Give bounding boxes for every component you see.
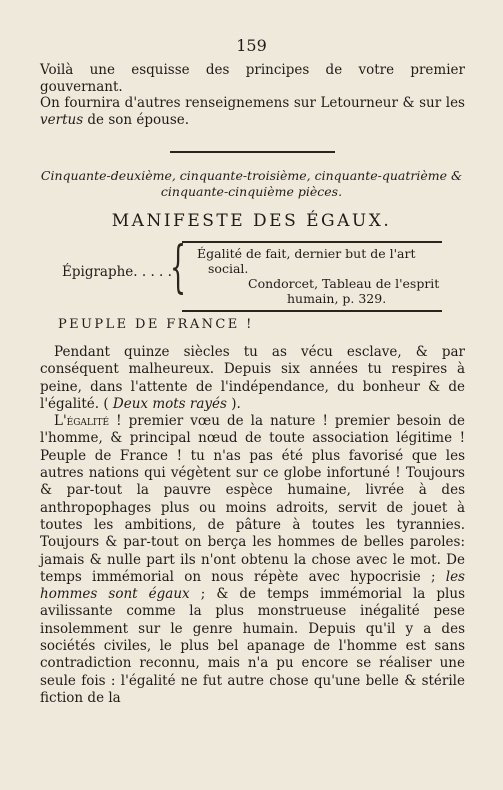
intro-paragraph [40, 62, 465, 128]
intro-line-2: On fournira d'autres renseignemens sur Letourneur & sur les vertus de son épouse. [40, 95, 465, 128]
paragraph-2: L'égalité ! premier vœu de la nature ! premier besoin de l'homme, & principal nœud de toute association légitime ! Peuple de France ! tu n'as pas été plus favorisé que les autres nations qui végètent sur ce globe infortuné ! Toujours & par-tout la pauvre espèce humaine, livrée à des anthropophages plus ou moins adroits, servit de jouet à toutes les ambitions, de pâture à toutes les tyrannies. Toujours & par-tout on berça les hommes de belles paroles: jamais & nulle part ils n'ont obtenu la chose avec le mot. De temps immémorial on nous répète avec hypocrisie ; les hommes sont égaux ; & de temps immémorial la plus avilissante comme la plus monstrueuse inégalité pese insolemment sur le genre humain. Depuis qu'il y a des sociétés civiles, le plus bel apanage de l'homme est sans contradiction reconnu, mais n'a pu encore se réaliser une seule fois : l'égalité ne fut autre chose qu'une belle & stérile fiction de la [40, 413, 465, 706]
intro-line-1: Voilà une esquisse des principes de votre premier gouvernant. [40, 62, 465, 95]
issue-titles: Cinquante-deuxième, cinquante-troisième, cinquante-quatrième & cinquante-cinquième pièces. [40, 168, 463, 199]
epigraph-rule-top [182, 241, 442, 243]
paragraph-1: Pendant quinze siècles tu as vécu esclave, & par conséquent malheureux. Depuis six années tu respires à peine, dans l'attente de l'indépendance, du bonheur & de l'égalité. ( Deux mots rayés ). [40, 344, 465, 412]
epigraph-source-line-2: humain, p. 329. [287, 291, 387, 306]
epigraph-rule-bottom [182, 310, 442, 312]
epigraph-quote-line-1: Égalité de fait, dernier but de l'art [197, 246, 416, 261]
section-rule-top [170, 151, 335, 153]
section-heading: PEUPLE DE FRANCE ! [58, 317, 254, 332]
epigraph-quote-line-2: social. [208, 261, 249, 276]
epigraph-label: Épigraphe. . . . . [62, 264, 172, 280]
epigraph-brace: { [170, 235, 187, 300]
page-number: 159 [236, 36, 267, 55]
manifesto-body [40, 344, 465, 707]
epigraph-source-line-1: Condorcet, Tableau de l'esprit [248, 276, 440, 291]
document-title: MANIFESTE DES ÉGAUX. [111, 211, 392, 231]
